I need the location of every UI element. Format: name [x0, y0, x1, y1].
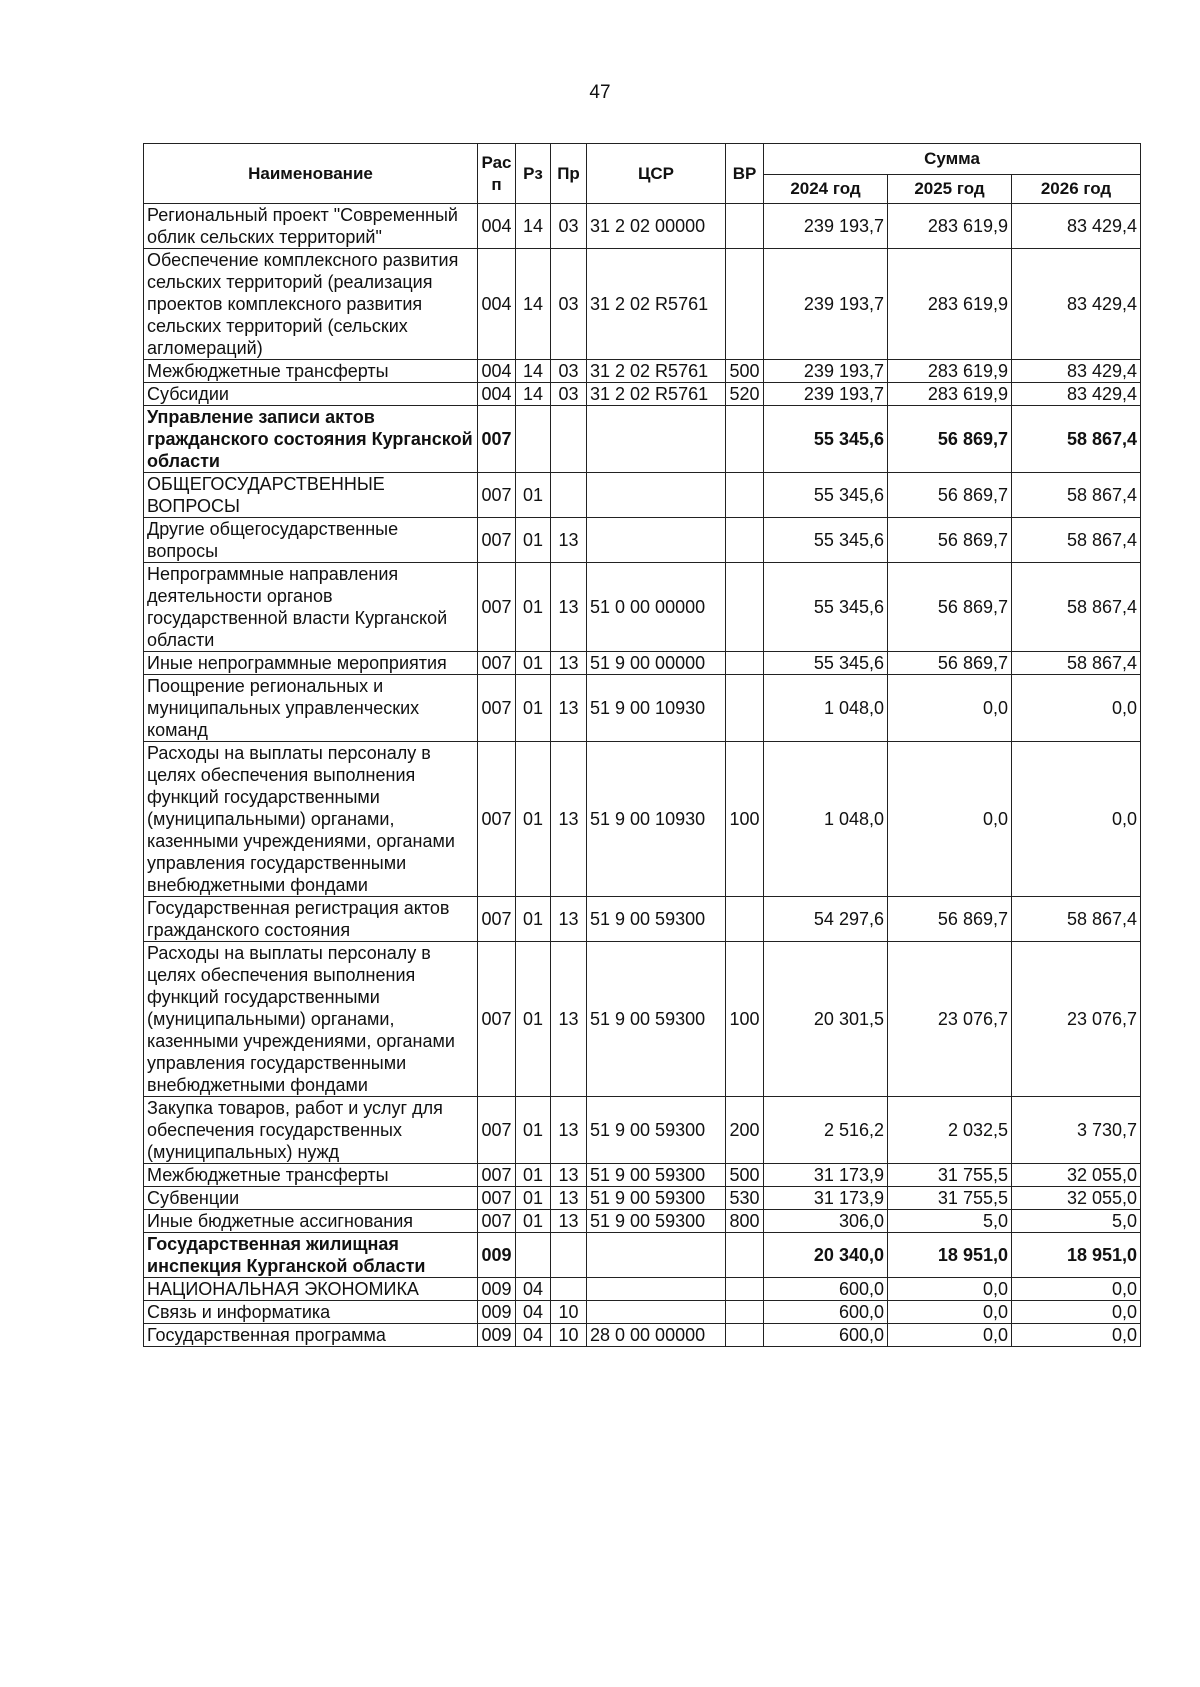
cell-y2024: 239 193,7 [764, 360, 888, 383]
cell-y2024: 600,0 [764, 1278, 888, 1301]
cell-y2025: 283 619,9 [888, 383, 1012, 406]
cell-name: Государственная жилищная инспекция Курганской области [144, 1233, 478, 1278]
cell-y2026: 0,0 [1012, 742, 1141, 897]
cell-csr: 28 0 00 00000 [587, 1324, 726, 1347]
cell-vr [726, 249, 764, 360]
cell-csr: 51 9 00 59300 [587, 897, 726, 942]
cell-pr: 03 [551, 204, 587, 249]
cell-rz: 14 [516, 204, 551, 249]
cell-rz: 01 [516, 1164, 551, 1187]
cell-csr: 51 9 00 10930 [587, 742, 726, 897]
cell-pr: 03 [551, 360, 587, 383]
table-row [144, 383, 1141, 406]
table-row [144, 1233, 1141, 1278]
cell-rz: 14 [516, 249, 551, 360]
table-body [144, 204, 1141, 1347]
table-row [144, 1278, 1141, 1301]
cell-csr: 31 2 02 R5761 [587, 360, 726, 383]
cell-vr [726, 897, 764, 942]
cell-name: Поощрение региональных и муниципальных управленческих команд [144, 675, 478, 742]
cell-y2026: 3 730,7 [1012, 1097, 1141, 1164]
cell-y2024: 239 193,7 [764, 249, 888, 360]
cell-rasp: 007 [478, 675, 516, 742]
cell-y2024: 600,0 [764, 1301, 888, 1324]
table-row [144, 1301, 1141, 1324]
cell-y2026: 83 429,4 [1012, 383, 1141, 406]
cell-y2024: 239 193,7 [764, 204, 888, 249]
table-row [144, 360, 1141, 383]
cell-name: Государственная регистрация актов гражданского состояния [144, 897, 478, 942]
cell-csr: 51 9 00 59300 [587, 942, 726, 1097]
cell-y2024: 1 048,0 [764, 675, 888, 742]
cell-rasp: 007 [478, 742, 516, 897]
cell-rasp: 009 [478, 1301, 516, 1324]
header-vr: ВР [726, 144, 764, 204]
cell-csr: 51 9 00 10930 [587, 675, 726, 742]
cell-rasp: 009 [478, 1278, 516, 1301]
cell-csr: 51 9 00 59300 [587, 1164, 726, 1187]
cell-pr: 13 [551, 742, 587, 897]
cell-y2025: 56 869,7 [888, 406, 1012, 473]
page-number: 47 [589, 82, 611, 103]
cell-rz: 01 [516, 675, 551, 742]
cell-y2024: 54 297,6 [764, 897, 888, 942]
cell-y2024: 31 173,9 [764, 1164, 888, 1187]
cell-y2026: 83 429,4 [1012, 360, 1141, 383]
cell-csr: 31 2 02 R5761 [587, 383, 726, 406]
cell-csr: 51 9 00 59300 [587, 1187, 726, 1210]
cell-y2025: 0,0 [888, 675, 1012, 742]
cell-rz: 01 [516, 563, 551, 652]
cell-pr: 13 [551, 1210, 587, 1233]
cell-y2024: 600,0 [764, 1324, 888, 1347]
cell-y2024: 55 345,6 [764, 563, 888, 652]
cell-name: Управление записи актов гражданского состояния Курганской области [144, 406, 478, 473]
cell-pr: 13 [551, 563, 587, 652]
cell-y2026: 58 867,4 [1012, 406, 1141, 473]
cell-vr: 100 [726, 942, 764, 1097]
cell-pr: 13 [551, 518, 587, 563]
cell-rasp: 007 [478, 406, 516, 473]
cell-csr [587, 1233, 726, 1278]
cell-name: Закупка товаров, работ и услуг для обеспечения государственных (муниципальных) нужд [144, 1097, 478, 1164]
header-name: Наименование [144, 144, 478, 204]
cell-y2025: 0,0 [888, 742, 1012, 897]
cell-rz: 01 [516, 897, 551, 942]
header-rz: Рз [516, 144, 551, 204]
cell-rz: 01 [516, 942, 551, 1097]
cell-y2026: 58 867,4 [1012, 652, 1141, 675]
cell-y2025: 283 619,9 [888, 249, 1012, 360]
cell-y2026: 58 867,4 [1012, 563, 1141, 652]
cell-y2026: 0,0 [1012, 1324, 1141, 1347]
cell-vr [726, 204, 764, 249]
cell-vr [726, 563, 764, 652]
cell-rz: 01 [516, 1097, 551, 1164]
table-row [144, 204, 1141, 249]
cell-csr: 51 9 00 59300 [587, 1097, 726, 1164]
cell-rasp: 007 [478, 518, 516, 563]
cell-name: Расходы на выплаты персоналу в целях обеспечения выполнения функций государственными (муниципальными) органами, казенными учреждениями, органами управления государственными внебюджетными фондами [144, 942, 478, 1097]
cell-csr: 51 9 00 00000 [587, 652, 726, 675]
table-row [144, 652, 1141, 675]
cell-y2025: 23 076,7 [888, 942, 1012, 1097]
cell-csr [587, 473, 726, 518]
table-row [144, 249, 1141, 360]
cell-pr: 13 [551, 652, 587, 675]
cell-vr: 800 [726, 1210, 764, 1233]
cell-pr: 10 [551, 1324, 587, 1347]
cell-y2026: 58 867,4 [1012, 473, 1141, 518]
cell-rz: 14 [516, 383, 551, 406]
cell-name: Иные непрограммные мероприятия [144, 652, 478, 675]
cell-pr [551, 473, 587, 518]
cell-rz: 01 [516, 742, 551, 897]
cell-name: НАЦИОНАЛЬНАЯ ЭКОНОМИКА [144, 1278, 478, 1301]
cell-y2026: 58 867,4 [1012, 518, 1141, 563]
cell-rasp: 007 [478, 1097, 516, 1164]
cell-y2025: 0,0 [888, 1301, 1012, 1324]
cell-y2025: 2 032,5 [888, 1097, 1012, 1164]
header-2026: 2026 год [1012, 175, 1141, 204]
cell-vr [726, 675, 764, 742]
cell-rasp: 007 [478, 942, 516, 1097]
cell-rz: 04 [516, 1278, 551, 1301]
cell-vr: 500 [726, 1164, 764, 1187]
header-sum: Сумма [764, 144, 1141, 175]
cell-pr: 13 [551, 897, 587, 942]
table-row [144, 1097, 1141, 1164]
cell-vr [726, 473, 764, 518]
cell-pr: 03 [551, 249, 587, 360]
table-row [144, 406, 1141, 473]
cell-rasp: 007 [478, 563, 516, 652]
cell-name: Иные бюджетные ассигнования [144, 1210, 478, 1233]
header-2025: 2025 год [888, 175, 1012, 204]
header-pr: Пр [551, 144, 587, 204]
cell-rz [516, 1233, 551, 1278]
cell-name: ОБЩЕГОСУДАРСТВЕННЫЕ ВОПРОСЫ [144, 473, 478, 518]
cell-vr: 530 [726, 1187, 764, 1210]
cell-name: Межбюджетные трансферты [144, 360, 478, 383]
cell-y2025: 56 869,7 [888, 897, 1012, 942]
budget-table [143, 143, 1141, 1347]
cell-rasp: 004 [478, 249, 516, 360]
cell-y2026: 83 429,4 [1012, 249, 1141, 360]
cell-vr: 520 [726, 383, 764, 406]
cell-vr [726, 1278, 764, 1301]
cell-name: Другие общегосударственные вопросы [144, 518, 478, 563]
cell-name: Обеспечение комплексного развития сельских территорий (реализация проектов комплексного развития сельских территорий (сельских агломераций) [144, 249, 478, 360]
cell-csr: 51 0 00 00000 [587, 563, 726, 652]
cell-rz: 04 [516, 1324, 551, 1347]
cell-name: Субсидии [144, 383, 478, 406]
cell-csr: 31 2 02 R5761 [587, 249, 726, 360]
table-row [144, 563, 1141, 652]
cell-vr [726, 518, 764, 563]
cell-csr [587, 406, 726, 473]
cell-y2026: 32 055,0 [1012, 1164, 1141, 1187]
cell-rasp: 007 [478, 473, 516, 518]
cell-name: Связь и информатика [144, 1301, 478, 1324]
cell-y2026: 58 867,4 [1012, 897, 1141, 942]
cell-rasp: 007 [478, 1164, 516, 1187]
cell-csr [587, 1278, 726, 1301]
cell-y2024: 20 340,0 [764, 1233, 888, 1278]
cell-vr: 500 [726, 360, 764, 383]
cell-rz: 04 [516, 1301, 551, 1324]
cell-y2025: 283 619,9 [888, 360, 1012, 383]
cell-name: Региональный проект "Современный облик сельских территорий" [144, 204, 478, 249]
cell-rz: 01 [516, 1187, 551, 1210]
table-row [144, 942, 1141, 1097]
cell-csr: 31 2 02 00000 [587, 204, 726, 249]
cell-vr: 100 [726, 742, 764, 897]
cell-pr: 10 [551, 1301, 587, 1324]
cell-y2025: 0,0 [888, 1324, 1012, 1347]
cell-y2026: 32 055,0 [1012, 1187, 1141, 1210]
cell-vr: 200 [726, 1097, 764, 1164]
cell-rz: 14 [516, 360, 551, 383]
cell-name: Непрограммные направления деятельности органов государственной власти Курганской области [144, 563, 478, 652]
cell-y2025: 56 869,7 [888, 652, 1012, 675]
header-rasp: Рас п [478, 144, 516, 204]
table-row [144, 1164, 1141, 1187]
cell-y2025: 18 951,0 [888, 1233, 1012, 1278]
cell-y2026: 23 076,7 [1012, 942, 1141, 1097]
cell-y2024: 1 048,0 [764, 742, 888, 897]
table-row [144, 675, 1141, 742]
cell-pr: 13 [551, 1097, 587, 1164]
cell-csr [587, 1301, 726, 1324]
header-csr: ЦСР [587, 144, 726, 204]
cell-rz: 01 [516, 1210, 551, 1233]
table-row [144, 1324, 1141, 1347]
cell-name: Межбюджетные трансферты [144, 1164, 478, 1187]
cell-y2024: 55 345,6 [764, 406, 888, 473]
cell-y2026: 18 951,0 [1012, 1233, 1141, 1278]
cell-y2025: 56 869,7 [888, 563, 1012, 652]
cell-rasp: 004 [478, 360, 516, 383]
cell-y2024: 55 345,6 [764, 518, 888, 563]
table-row [144, 518, 1141, 563]
cell-pr [551, 1233, 587, 1278]
cell-csr: 51 9 00 59300 [587, 1210, 726, 1233]
cell-y2026: 0,0 [1012, 675, 1141, 742]
cell-pr: 13 [551, 1164, 587, 1187]
cell-pr: 03 [551, 383, 587, 406]
cell-rasp: 007 [478, 1210, 516, 1233]
cell-name: Расходы на выплаты персоналу в целях обеспечения выполнения функций государственными (муниципальными) органами, казенными учреждениями, органами управления государственными внебюджетными фондами [144, 742, 478, 897]
cell-vr [726, 1233, 764, 1278]
cell-y2024: 55 345,6 [764, 652, 888, 675]
cell-y2025: 31 755,5 [888, 1187, 1012, 1210]
cell-y2025: 56 869,7 [888, 473, 1012, 518]
cell-y2026: 5,0 [1012, 1210, 1141, 1233]
cell-vr [726, 652, 764, 675]
cell-y2025: 31 755,5 [888, 1164, 1012, 1187]
cell-vr [726, 406, 764, 473]
table-row [144, 473, 1141, 518]
table-row [144, 1187, 1141, 1210]
cell-rasp: 007 [478, 652, 516, 675]
cell-csr [587, 518, 726, 563]
cell-rz: 01 [516, 518, 551, 563]
cell-rz [516, 406, 551, 473]
table-row [144, 742, 1141, 897]
cell-y2025: 56 869,7 [888, 518, 1012, 563]
header-2024: 2024 год [764, 175, 888, 204]
cell-y2026: 0,0 [1012, 1278, 1141, 1301]
cell-y2024: 2 516,2 [764, 1097, 888, 1164]
cell-pr [551, 1278, 587, 1301]
table-row [144, 1210, 1141, 1233]
cell-pr: 13 [551, 942, 587, 1097]
cell-pr: 13 [551, 1187, 587, 1210]
cell-y2025: 5,0 [888, 1210, 1012, 1233]
cell-y2024: 31 173,9 [764, 1187, 888, 1210]
cell-name: Государственная программа [144, 1324, 478, 1347]
cell-y2024: 20 301,5 [764, 942, 888, 1097]
cell-rasp: 009 [478, 1324, 516, 1347]
cell-y2024: 55 345,6 [764, 473, 888, 518]
cell-rz: 01 [516, 473, 551, 518]
table-row [144, 897, 1141, 942]
cell-rasp: 009 [478, 1233, 516, 1278]
cell-rasp: 004 [478, 383, 516, 406]
cell-vr [726, 1324, 764, 1347]
cell-rasp: 007 [478, 897, 516, 942]
cell-vr [726, 1301, 764, 1324]
cell-pr: 13 [551, 675, 587, 742]
cell-y2026: 83 429,4 [1012, 204, 1141, 249]
cell-y2024: 306,0 [764, 1210, 888, 1233]
cell-rasp: 004 [478, 204, 516, 249]
cell-y2025: 283 619,9 [888, 204, 1012, 249]
cell-y2024: 239 193,7 [764, 383, 888, 406]
cell-y2026: 0,0 [1012, 1301, 1141, 1324]
cell-pr [551, 406, 587, 473]
cell-y2025: 0,0 [888, 1278, 1012, 1301]
cell-name: Субвенции [144, 1187, 478, 1210]
cell-rz: 01 [516, 652, 551, 675]
cell-rasp: 007 [478, 1187, 516, 1210]
